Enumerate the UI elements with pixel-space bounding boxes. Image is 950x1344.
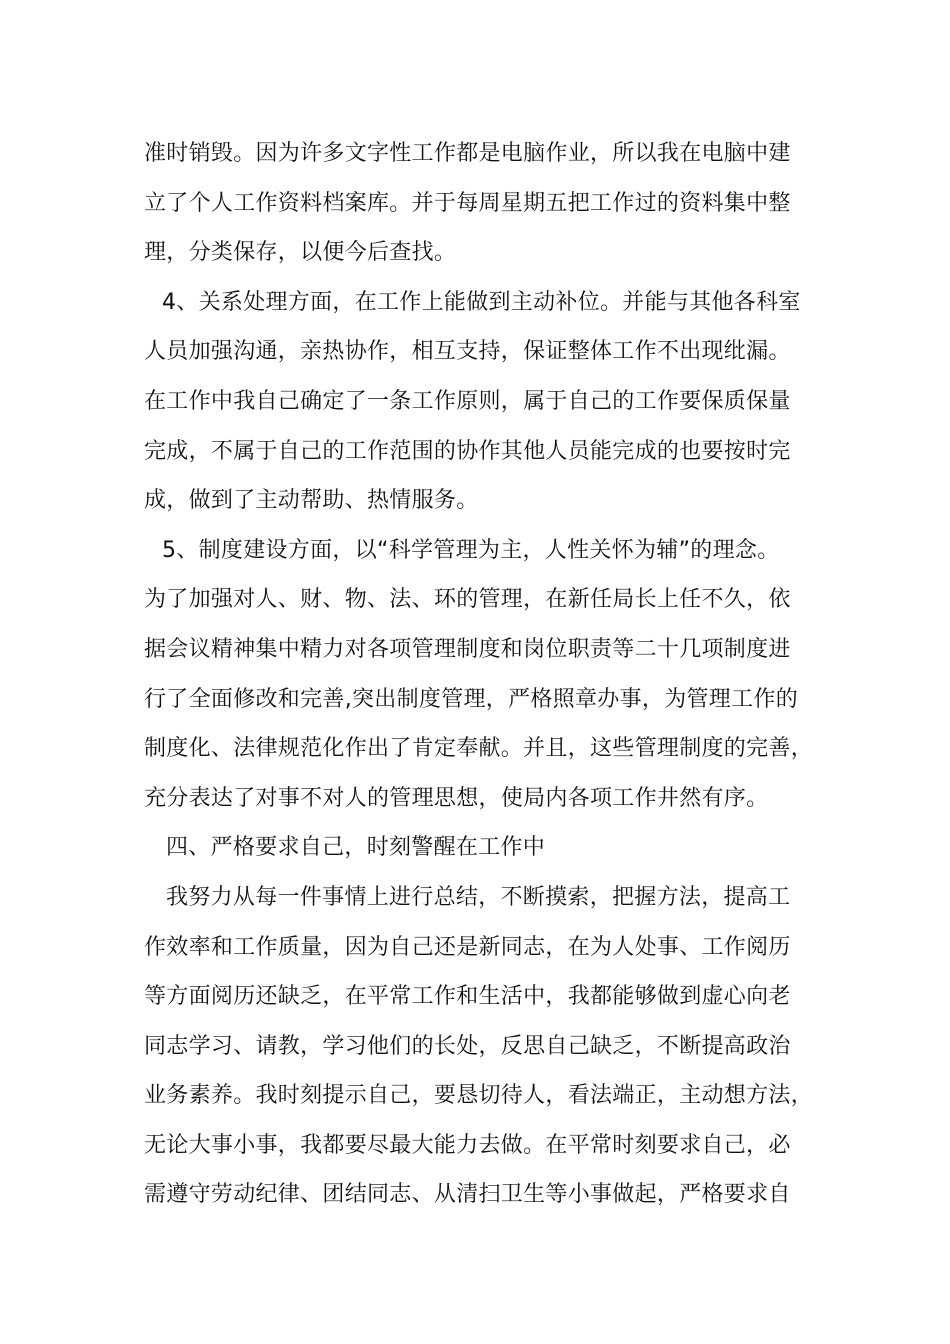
text-line: 等方面阅历还缺乏，在平常工作和生活中，我都能够做到虚心向老 (144, 984, 791, 1010)
text-line: 无论大事小事，我都要尽最大能力去做。在平常时刻要求自己，必 (144, 1132, 791, 1158)
text-line: 作效率和工作质量，因为自己还是新同志，在为人处事、工作阅历 (144, 934, 791, 960)
text-line: 行了全面修改和完善,突出制度管理，严格照章办事，为管理工作的 (144, 686, 798, 712)
text-line: 在工作中我自己确定了一条工作原则，属于自己的工作要保质保量 (144, 388, 791, 414)
section-item-5: 5、制度建设方面，以“科学管理为主，人性关怀为辅”的理念。 (162, 537, 780, 563)
text-line: 充分表达了对事不对人的管理思想，使局内各项工作井然有序。 (144, 785, 769, 811)
text-line: 业务素养。我时刻提示自己，要恳切待人，看法端正，主动想方法， (144, 1083, 814, 1109)
text-line: 完成，不属于自己的工作范围的协作其他人员能完成的也要按时完 (144, 438, 791, 464)
text-line: 据会议精神集中精力对各项管理制度和岗位职责等二十几项制度进 (144, 636, 791, 662)
document-body (144, 129, 834, 1220)
text-line: 准时销毁。因为许多文字性工作都是电脑作业，所以我在电脑中建 (144, 141, 791, 166)
text-line: 人员加强沟通，亲热协作，相互支持，保证整体工作不出现纰漏。 (144, 339, 791, 365)
text-line: 成，做到了主动帮助、热情服务。 (144, 488, 479, 514)
text-line: 理，分类保存，以便今后查找。 (144, 240, 457, 266)
text-line: 制度化、法律规范化作出了肯定奉献。并且，这些管理制度的完善， (144, 736, 814, 762)
text-line: 为了加强对人、财、物、法、环的管理，在新任局长上任不久，依 (144, 587, 791, 613)
section-item-4: 4、关系处理方面，在工作上能做到主动补位。并能与其他各科室 (162, 289, 801, 315)
text-line: 需遵守劳动纪律、团结同志、从清扫卫生等小事做起，严格要求自 (144, 1182, 791, 1208)
section-heading: 四、严格要求自己，时刻警醒在工作中 (166, 835, 546, 861)
text-line: 同志学习、请教，学习他们的长处，反思自己缺乏，不断提高政治 (144, 1033, 791, 1059)
text-line: 立了个人工作资料档案库。并于每周星期五把工作过的资料集中整 (144, 190, 791, 216)
paragraph-start: 我努力从每一件事情上进行总结，不断摸索，把握方法，提高工 (166, 884, 791, 910)
